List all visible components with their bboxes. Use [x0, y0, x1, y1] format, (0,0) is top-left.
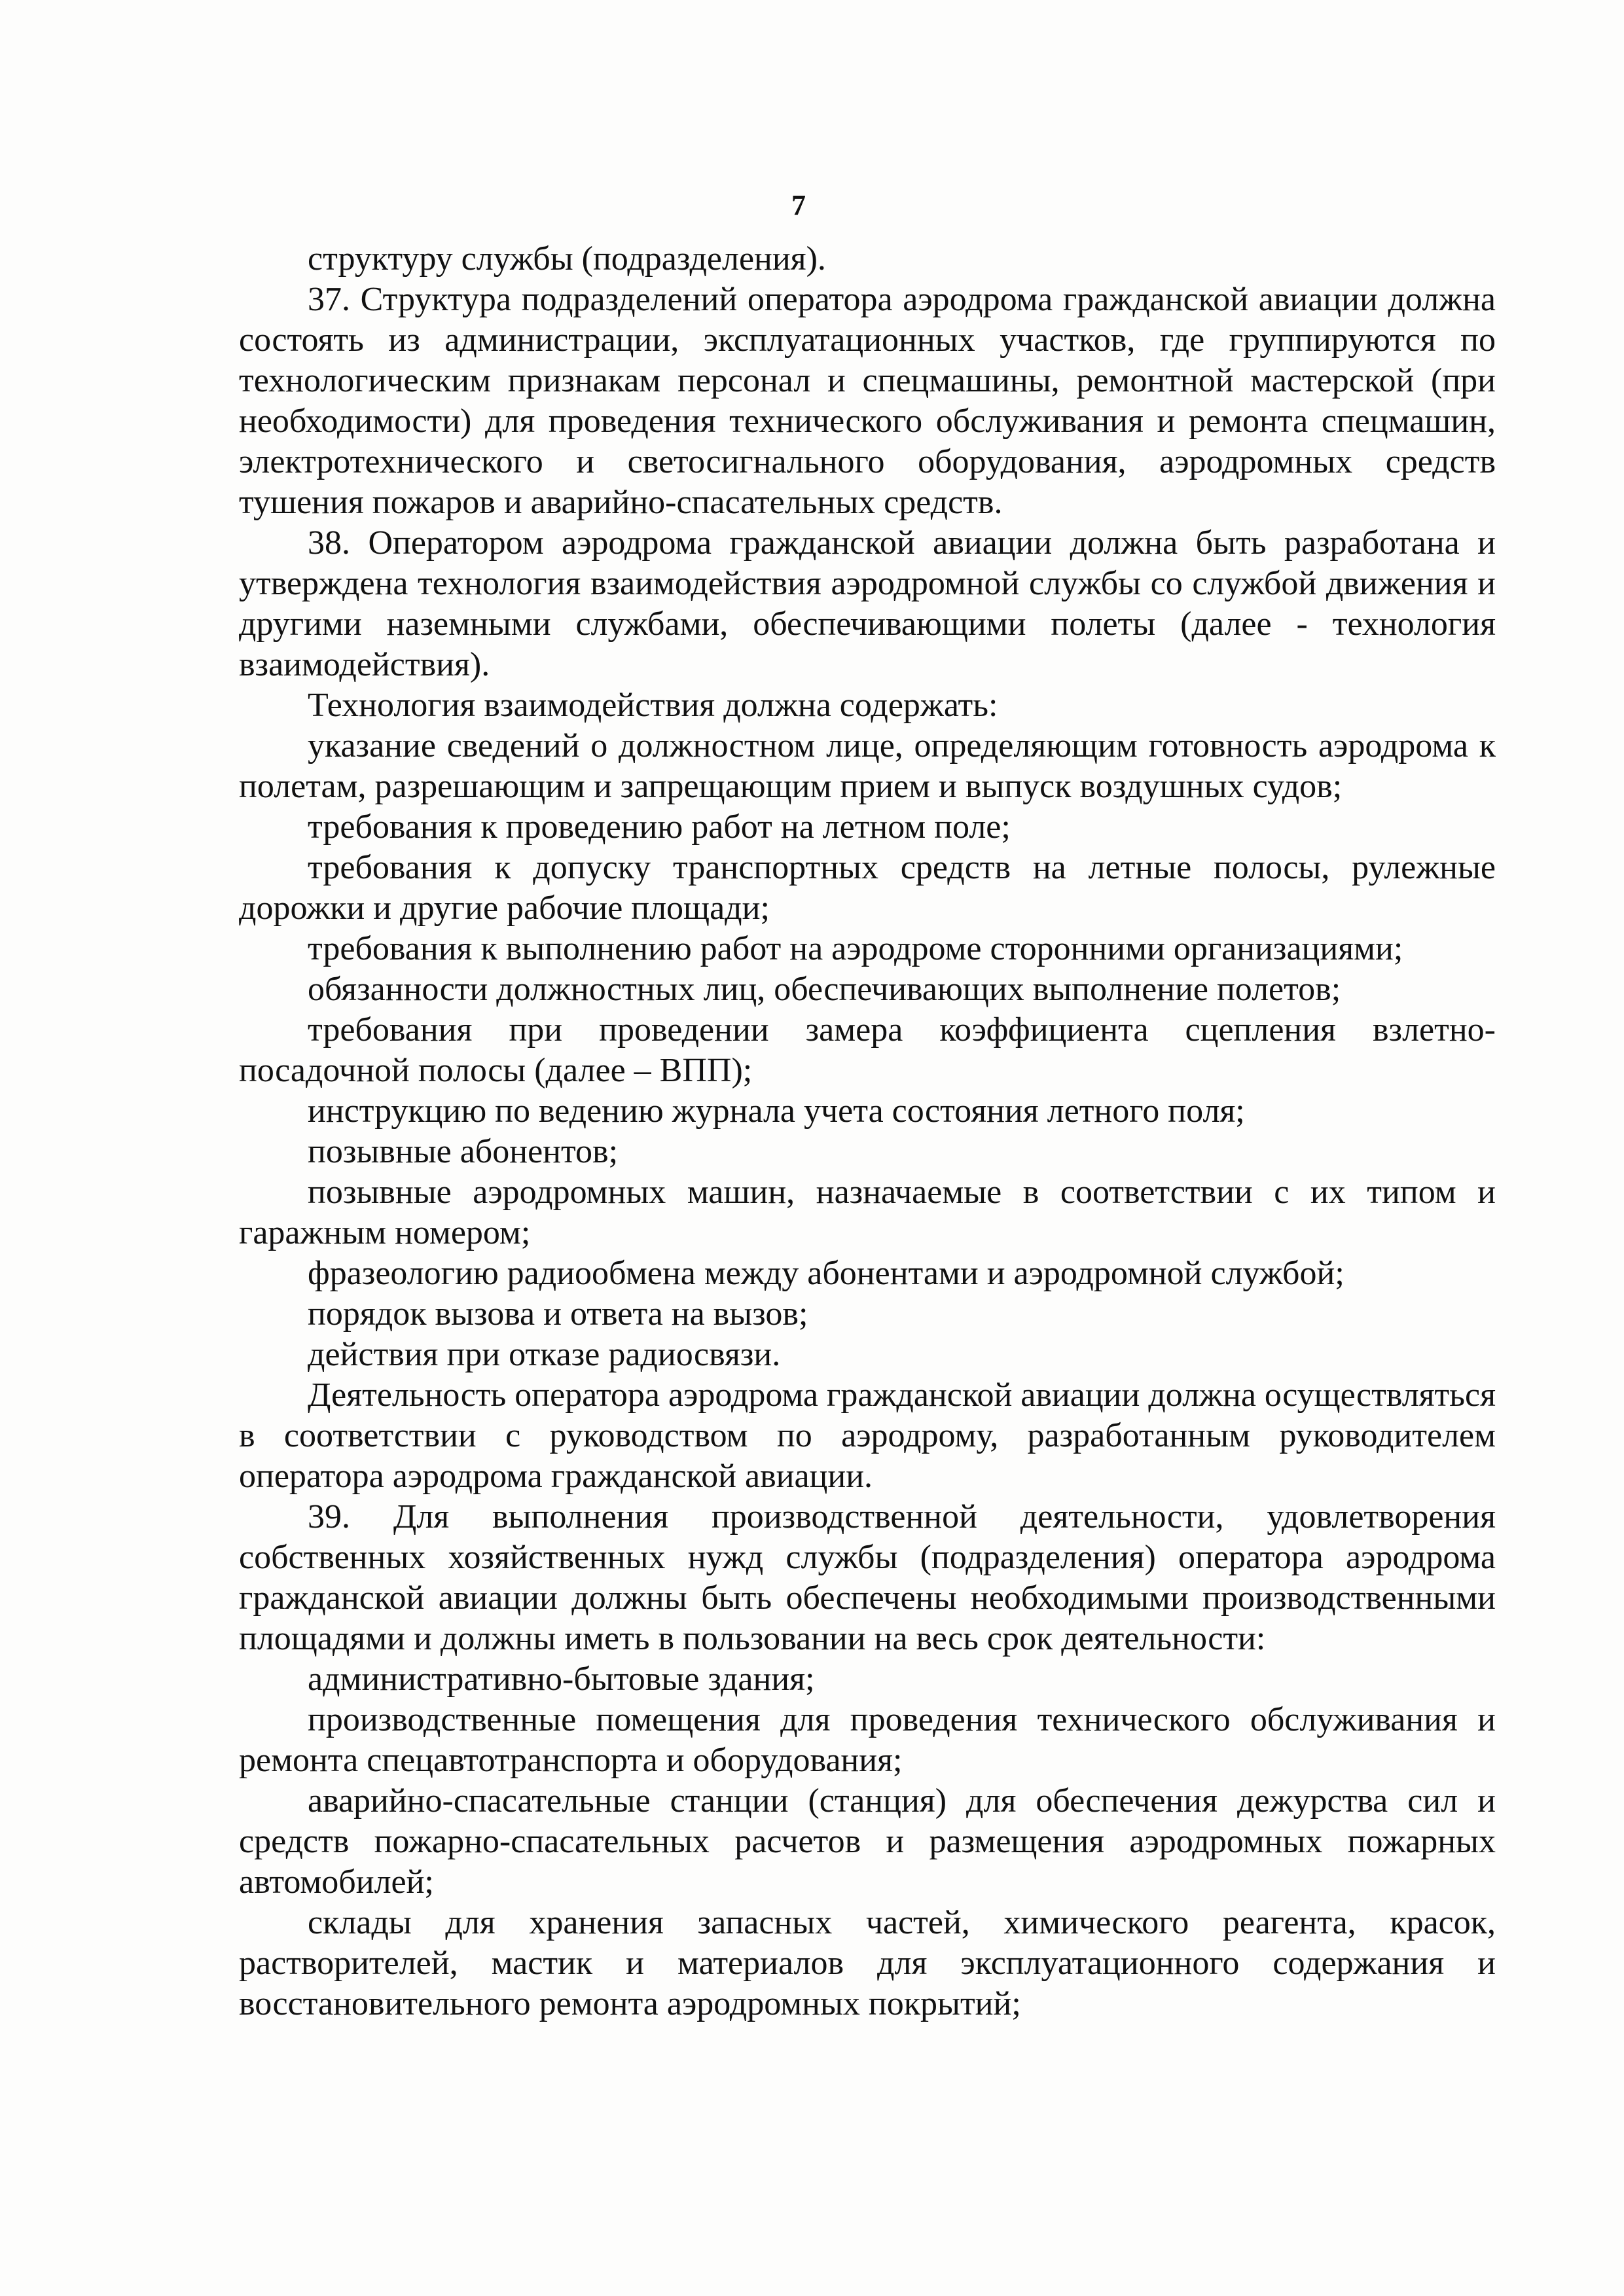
paragraph: 38. Оператором аэродрома гражданской авиации должна быть разработана и утверждена технология взаимодействия аэродромной службы со службой движения и другими наземными службами, обеспечивающими полеты (далее - технология взаимодействия). — [239, 524, 1496, 683]
paragraph: производственные помещения для проведения технического обслуживания и ремонта спецавтотранспорта и оборудования; — [239, 1701, 1496, 1779]
paragraph: Деятельность оператора аэродрома гражданской авиации должна осуществляться в соответствии с руководством по аэродрому, разработанным руководителем оператора аэродрома гражданской авиации. — [239, 1376, 1496, 1495]
document-body — [239, 239, 1496, 2024]
paragraph: обязанности должностных лиц, обеспечивающих выполнение полетов; — [308, 971, 1341, 1008]
paragraph: аварийно-спасательные станции (станция) для обеспечения дежурства сил и средств пожарно-спасательных расчетов и размещения аэродромных пожарных автомобилей; — [239, 1782, 1496, 1901]
paragraph: административно-бытовые здания; — [308, 1660, 815, 1698]
paragraph: инструкцию по ведению журнала учета состояния летного поля; — [308, 1092, 1245, 1130]
paragraph: требования к допуску транспортных средств на летные полосы, рулежные дорожки и другие рабочие площади; — [239, 849, 1496, 927]
paragraph: позывные абонентов; — [308, 1133, 619, 1170]
paragraph: требования при проведении замера коэффициента сцепления взлетно-посадочной полосы (далее – ВПП); — [239, 1011, 1496, 1089]
paragraph: позывные аэродромных машин, назначаемые в соответствии с их типом и гаражным номером; — [239, 1174, 1496, 1251]
paragraph: действия при отказе радиосвязи. — [308, 1336, 781, 1373]
paragraph: склады для хранения запасных частей, химического реагента, красок, растворителей, мастик и материалов для эксплуатационного содержания и восстановительного ремонта аэродромных покрытий; — [239, 1904, 1496, 2022]
paragraph: 37. Структура подразделений оператора аэродрома гражданской авиации должна состоять из администрации, эксплуатационных участков, где группируются по технологическим признакам персонал и спецмашины, ремонтной мастерской (при необходимости) для проведения технического обслуживания и ремонта спецмашин, электротехнического и светосигнального оборудования, аэродромных средств тушения пожаров и аварийно-спасательных средств. — [239, 281, 1496, 521]
paragraph: фразеологию радиообмена между абонентами и аэродромной службой; — [308, 1255, 1344, 1292]
paragraph: указание сведений о должностном лице, определяющим готовность аэродрома к полетам, разрешающим и запрещающим прием и выпуск воздушных судов; — [239, 727, 1496, 805]
paragraph: 39. Для выполнения производственной деятельности, удовлетворения собственных хозяйственных нужд службы (подразделения) оператора аэродрома гражданской авиации должны быть обеспечены необходимыми производственными площадями и должны иметь в пользовании на весь срок деятельности: — [239, 1498, 1496, 1657]
paragraph: порядок вызова и ответа на вызов; — [308, 1295, 808, 1333]
paragraph: Технология взаимодействия должна содержать: — [308, 687, 998, 724]
page-number: 7 — [791, 189, 806, 221]
paragraph: структуру службы (подразделения). — [308, 240, 826, 278]
paragraph: требования к выполнению работ на аэродроме сторонними организациями; — [308, 930, 1403, 967]
paragraph: требования к проведению работ на летном поле; — [308, 808, 1011, 846]
